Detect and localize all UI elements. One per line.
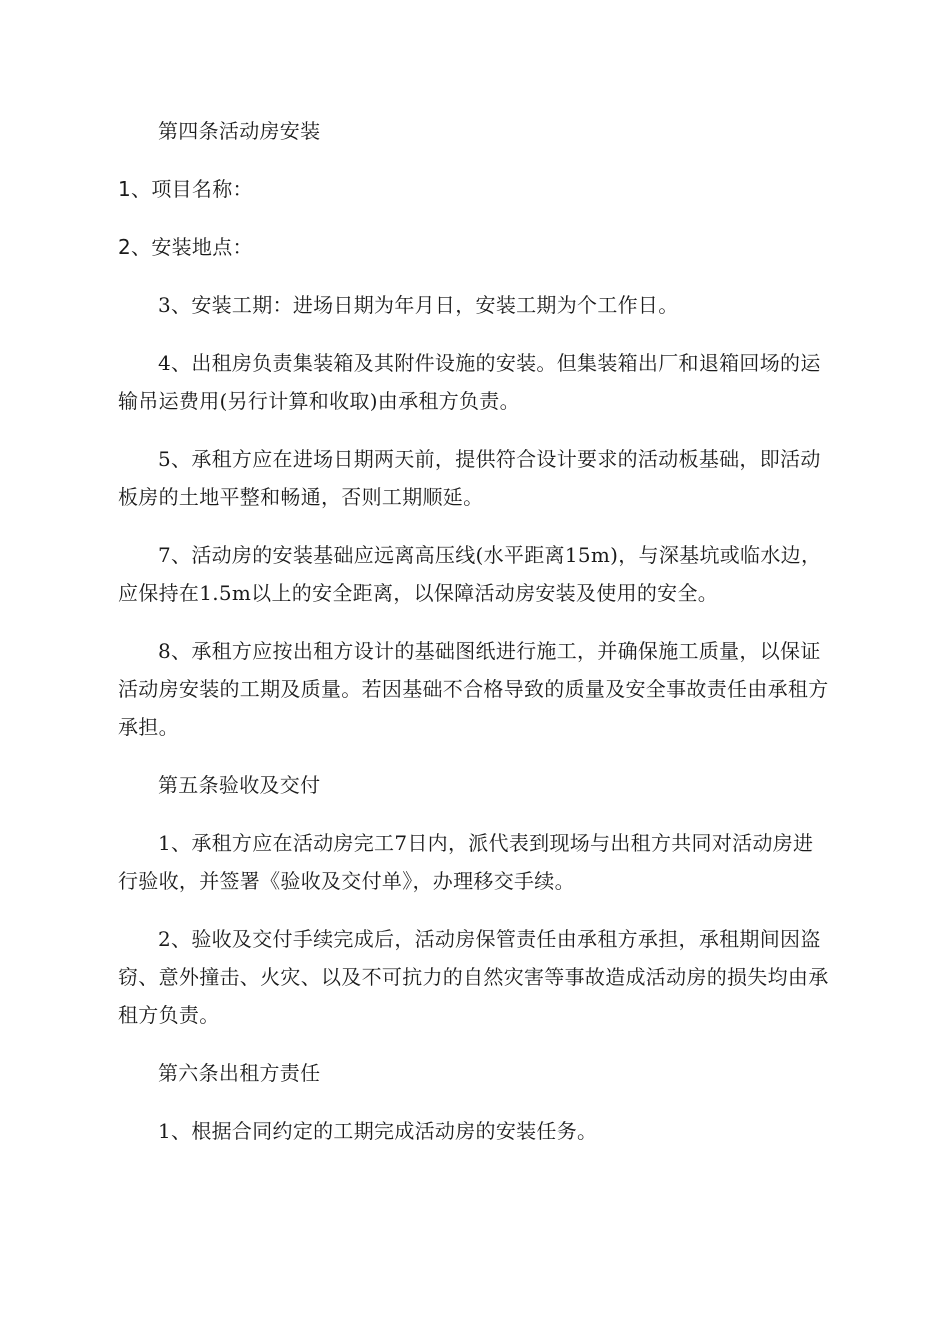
- item-project-name: 1、项目名称：: [118, 177, 253, 201]
- item-lessor-duty: 1、根据合同约定的工期完成活动房的安装任务。: [158, 1119, 598, 1143]
- item-custody-responsibility: 2、验收及交付手续完成后，活动房保管责任由承租方承担，承租期间因盗窃、意外撞击、火灾、以及不可抗力的自然灾害等事故造成活动房的损失均由承租方负责。: [118, 927, 829, 1027]
- document-body: [118, 112, 832, 1170]
- item-safety-distance: 7、活动房的安装基础应远离高压线(水平距离15m)，与深基坑或临水边，应保持在1.5m以上的安全距离，以保障活动房安装及使用的安全。: [118, 543, 822, 605]
- item-lessor-install: 4、出租房负责集装箱及其附件设施的安装。但集装箱出厂和退箱回场的运输吊运费用(另行计算和收取)由承租方负责。: [118, 351, 821, 413]
- item-foundation-prep: 5、承租方应在进场日期两天前，提供符合设计要求的活动板基础，即活动板房的土地平整和畅通，否则工期顺延。: [118, 447, 821, 509]
- item-foundation-construction: 8、承租方应按出租方设计的基础图纸进行施工，并确保施工质量，以保证活动房安装的工期及质量。若因基础不合格导致的质量及安全事故责任由承租方承担。: [118, 639, 829, 739]
- section-heading-4: 第四条活动房安装: [158, 119, 321, 143]
- item-install-location: 2、安装地点：: [118, 235, 253, 259]
- item-install-period: 3、安装工期：进场日期为年月日，安装工期为个工作日。: [158, 293, 679, 317]
- item-acceptance: 1、承租方应在活动房完工7日内，派代表到现场与出租方共同对活动房进行验收，并签署《验收及交付单》，办理移交手续。: [118, 831, 814, 893]
- section-heading-6: 第六条出租方责任: [158, 1061, 321, 1085]
- section-heading-5: 第五条验收及交付: [158, 773, 321, 797]
